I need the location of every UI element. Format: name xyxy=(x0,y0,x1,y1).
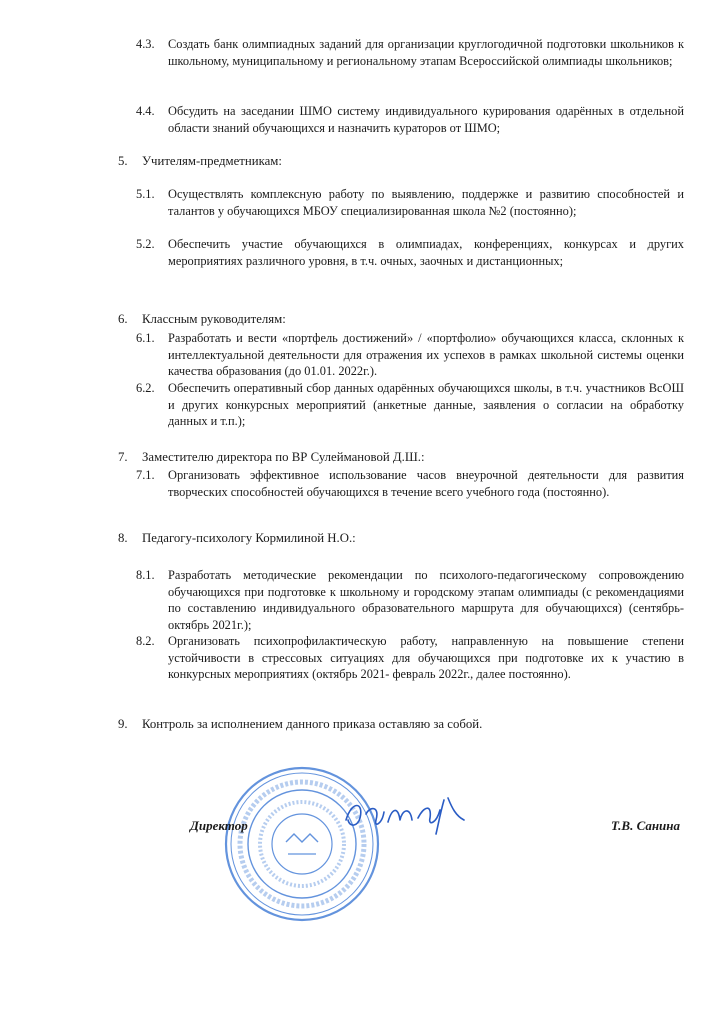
list-item-8-2 xyxy=(136,633,684,683)
list-item-8-1 xyxy=(136,567,684,633)
section-8-heading xyxy=(118,530,678,547)
item-number: 8.1. xyxy=(136,568,155,582)
signatory-title: Директор xyxy=(190,818,248,833)
item-number: 4.4. xyxy=(136,104,155,118)
item-number: 7.1. xyxy=(136,468,155,482)
section-title: Педагогу-психологу Кормилиной Н.О.: xyxy=(142,531,356,545)
section-number: 7. xyxy=(118,450,128,464)
list-item-4-4 xyxy=(136,103,684,136)
section-6-heading xyxy=(118,311,678,328)
list-item-6-2 xyxy=(136,380,684,430)
section-title: Учителям-предметникам: xyxy=(142,154,282,168)
item-number: 5.1. xyxy=(136,187,155,201)
item-text: Обсудить на заседании ШМО систему индивидуального курирования одарённых в отдельной области знаний обучающихся и назначить кураторов от ШМО; xyxy=(168,104,684,135)
item-number: 5.2. xyxy=(136,237,155,251)
signature-row xyxy=(0,818,718,842)
section-number: 5. xyxy=(118,154,128,168)
section-title: Контроль за исполнением данного приказа оставляю за собой. xyxy=(142,717,483,731)
section-number: 8. xyxy=(118,531,128,545)
item-number: 4.3. xyxy=(136,37,155,51)
item-number: 6.1. xyxy=(136,331,155,345)
list-item-5-1 xyxy=(136,186,684,219)
item-text: Обеспечить участие обучающихся в олимпиадах, конференциях, конкурсах и других мероприятиях различного уровня, в т.ч. очных, заочных и дистанционных; xyxy=(168,237,684,268)
section-7-heading xyxy=(118,449,678,466)
section-title: Классным руководителям: xyxy=(142,312,286,326)
section-number: 9. xyxy=(118,717,128,731)
list-item-4-3 xyxy=(136,36,684,69)
signatory-name: Т.В. Санина xyxy=(611,818,680,833)
list-item-5-2 xyxy=(136,236,684,269)
section-5-heading xyxy=(118,153,678,170)
section-number: 6. xyxy=(118,312,128,326)
item-text: Разработать методические рекомендации по психолого-педагогическому сопровождению обучающихся при подготовке к школьному и городскому этапам олимпиады (с рекомендациями по составлению индивидуального образовательного маршрута для обучающихся) (сентябрь-октябрь 2021г.); xyxy=(168,568,684,632)
item-text: Осуществлять комплексную работу по выявлению, поддержке и развитию способностей и талантов у обучающихся МБОУ специализированная школа №2 (постоянно); xyxy=(168,187,684,218)
item-number: 6.2. xyxy=(136,381,155,395)
item-text: Организовать эффективное использование часов внеурочной деятельности для развития творческих способностей обучающихся в течение всего учебного года (постоянно). xyxy=(168,468,684,499)
item-text: Создать банк олимпиадных заданий для организации круглогодичной подготовки школьников к школьному, муниципальному и региональному этапам Всероссийской олимпиады школьников; xyxy=(168,37,684,68)
section-title: Заместителю директора по ВР Сулеймановой Д.Ш.: xyxy=(142,450,425,464)
section-9-heading xyxy=(118,716,678,733)
list-item-7-1 xyxy=(136,467,684,500)
item-text: Разработать и вести «портфель достижений» / «портфолио» обучающихся класса, склонных к интеллектуальной деятельности для отражения их успехов в рамках школьной системы оценки качества образования (до 01.01. 2022г.). xyxy=(168,331,684,378)
item-number: 8.2. xyxy=(136,634,155,648)
item-text: Обеспечить оперативный сбор данных одарённых обучающихся школы, в т.ч. участников ВсОШ и других конкурсных мероприятий (анкетные данные, заявления о согласии на обработку данных и т.п.); xyxy=(168,381,684,428)
official-stamp xyxy=(222,764,382,924)
item-text: Организовать психопрофилактическую работу, направленную на повышение степени устойчивости в стрессовых ситуациях для обучающихся при подготовке их к участию в конкурсных мероприятиях (октябрь 2021- февраль 2022г., далее постоянно). xyxy=(168,634,684,681)
list-item-6-1 xyxy=(136,330,684,380)
